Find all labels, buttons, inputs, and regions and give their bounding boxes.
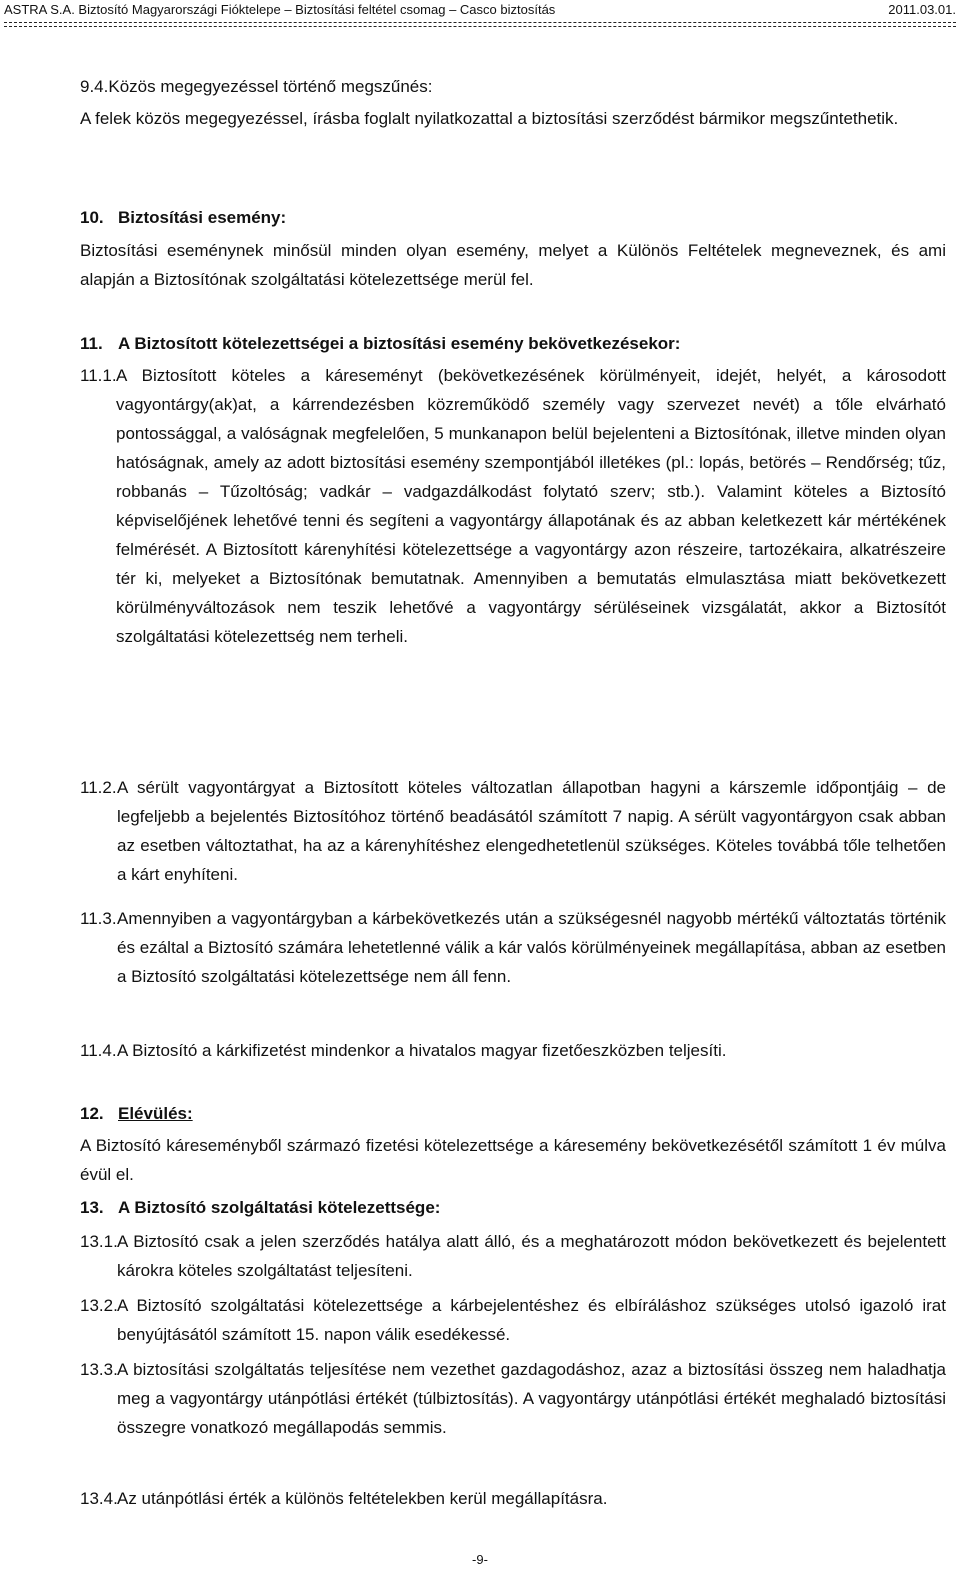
- clause-text: [80, 361, 946, 651]
- clause-text: A Biztosító a kárkifizetést mindenkor a hivatalos magyar fizetőeszközben teljesíti.: [117, 1041, 727, 1060]
- clause-number: 13.4.: [80, 1489, 118, 1508]
- clause-13-3: [80, 1355, 946, 1442]
- clause-number: 13.3.: [80, 1360, 118, 1379]
- section-11-title: [80, 329, 680, 358]
- page-number: -9-: [472, 1552, 488, 1567]
- clause-text: A Biztosító csak a jelen szerződés hatálya alatt álló, és a meghatározott módon bekövetkezett és bejelentett károkra köteles szolgáltatást teljesíteni.: [117, 1232, 946, 1280]
- clause-number: 11.1.: [80, 366, 117, 385]
- clause-11-2: [80, 773, 946, 889]
- clause-number: 11.2.: [80, 778, 117, 797]
- section-12-title: [80, 1099, 193, 1128]
- section-number: 11.: [80, 334, 103, 353]
- clause-text: A sérült vagyontárgyat a Biztosított köteles változatlan állapotban hagyni a kárszemle időpontjáig – de legfeljebb a bejelentés Biztosítóhoz történő beadásától számított 7 napig. A sérült vagyontárgyon csak abban az esetben változtathat, ha az a kárenyhítéshez elengedhetetlenül szükséges. Köteles továbbá tőle telhetően a kárt enyhíteni.: [117, 778, 946, 884]
- header-date: 2011.03.01.: [888, 2, 956, 17]
- section-heading: Közös megegyezéssel történő megszűnés:: [108, 77, 433, 96]
- section-9-4-text: A felek közös megegyezéssel, írásba foglalt nyilatkozattal a biztosítási szerződést bármikor megszűntethetik.: [80, 109, 899, 128]
- section-10-title: [80, 203, 286, 232]
- section-12-text: A Biztosító káreseményből származó fizetési kötelezettsége a káresemény bekövetkezésétől számított 1 év múlva évül el.: [80, 1136, 946, 1184]
- clause-11-4: [80, 1036, 946, 1065]
- header-title: ASTRA S.A. Biztosító Magyarországi Fióktelepe – Biztosítási feltétel csomag – Casco biztosítás: [4, 2, 556, 17]
- clause-text: Az utánpótlási érték a különös feltételekben kerül megállapításra.: [117, 1489, 608, 1508]
- clause-11-1: [80, 361, 946, 651]
- section-number: 12.: [80, 1104, 104, 1123]
- section-number: 13.: [80, 1198, 104, 1217]
- clause-number: 13.2.: [80, 1296, 118, 1315]
- clause-13-2: [80, 1291, 946, 1349]
- clause-text: Amennyiben a vagyontárgyban a kárbekövetkezés után a szükségesnél nagyobb mértékű változtatás történik és ezáltal a Biztosító számára lehetetlenné válik a kár valós körülményeinek megállapítása, abban az esetben a Biztosító szolgáltatási kötelezettsége nem áll fenn.: [117, 909, 946, 986]
- section-heading: A Biztosító szolgáltatási kötelezettsége:: [118, 1198, 441, 1217]
- section-10-text: Biztosítási eseménynek minősül minden olyan esemény, melyet a Különös Feltételek megneveznek, és ami alapján a Biztosítónak szolgáltatási kötelezettsége merül fel.: [80, 241, 946, 289]
- section-number: 10.: [80, 208, 104, 227]
- section-9-4-title: [80, 72, 432, 101]
- clause-13-4: [80, 1484, 946, 1513]
- header-divider-second: [4, 26, 956, 33]
- section-heading: Biztosítási esemény:: [118, 208, 287, 227]
- section-heading: A Biztosított kötelezettségei a biztosítási esemény bekövetkezésekor:: [118, 334, 681, 353]
- section-13-title: [80, 1193, 440, 1222]
- clause-number: 11.3.: [80, 909, 117, 928]
- clause-text: A Biztosító szolgáltatási kötelezettsége a kárbejelentéshez és elbíráláshoz szükséges utolsó igazoló irat benyújtásától számított 15. napon válik esedékessé.: [117, 1296, 946, 1344]
- clause-11-3: [80, 904, 946, 991]
- clause-13-1: [80, 1227, 946, 1285]
- clause-text: A biztosítási szolgáltatás teljesítése nem vezethet gazdagodáshoz, azaz a biztosítási összeg nem haladhatja meg a vagyontárgy utánpótlási értékét (túlbiztosítás). A vagyontárgy utánpótlási értékét meghaladó biztosítási összegre vonatkozó megállapodás semmis.: [117, 1360, 946, 1437]
- section-number: 9.4.: [80, 77, 109, 96]
- clause-number: 13.1.: [80, 1232, 118, 1251]
- clause-number: 11.4.: [80, 1041, 117, 1060]
- page-header: [4, 0, 956, 17]
- section-heading: Elévülés:: [118, 1104, 193, 1123]
- clause-text-content: A Biztosított köteles a káreseményt (bekövetkezésének körülményeit, idejét, helyét, a károsodott vagyontárgy(ak)at, a kárrendezésben közreműködő személy vagy szervezet nevét) a tőle elvárható pontossággal, a valóságnak megfelelően, 5 munkanapon belül bejelenteni a Biztosítónak, illetve minden olyan hatóságnak, amely az adott biztosítási esemény szempontjából illetékes (pl.: lopás, betörés – Rendőrség; tűz, robbanás – Tűzoltóság; vadkár – vadgazdálkodást folytató szerv; stb.). Valamint köteles a Biztosító képviselőjének lehetővé tenni és segíteni a vagyontárgy állapotának és az abban keletkezett kár mértékének felmérését. A Biztosított kárenyhítési kötelezettsége a vagyontárgy azon részeire, tartozékaira, alkatrészeire tér ki, melyeket a Biztosítónak bemutatnak. Amennyiben a bemutatás elmulasztása miatt bekövetkezett körülményváltozások nem teszik lehetővé a vagyontárgy sérüléseinek vizsgálatát, akkor a Biztosítót szolgáltatási kötelezettség nem terheli.: [116, 366, 946, 646]
